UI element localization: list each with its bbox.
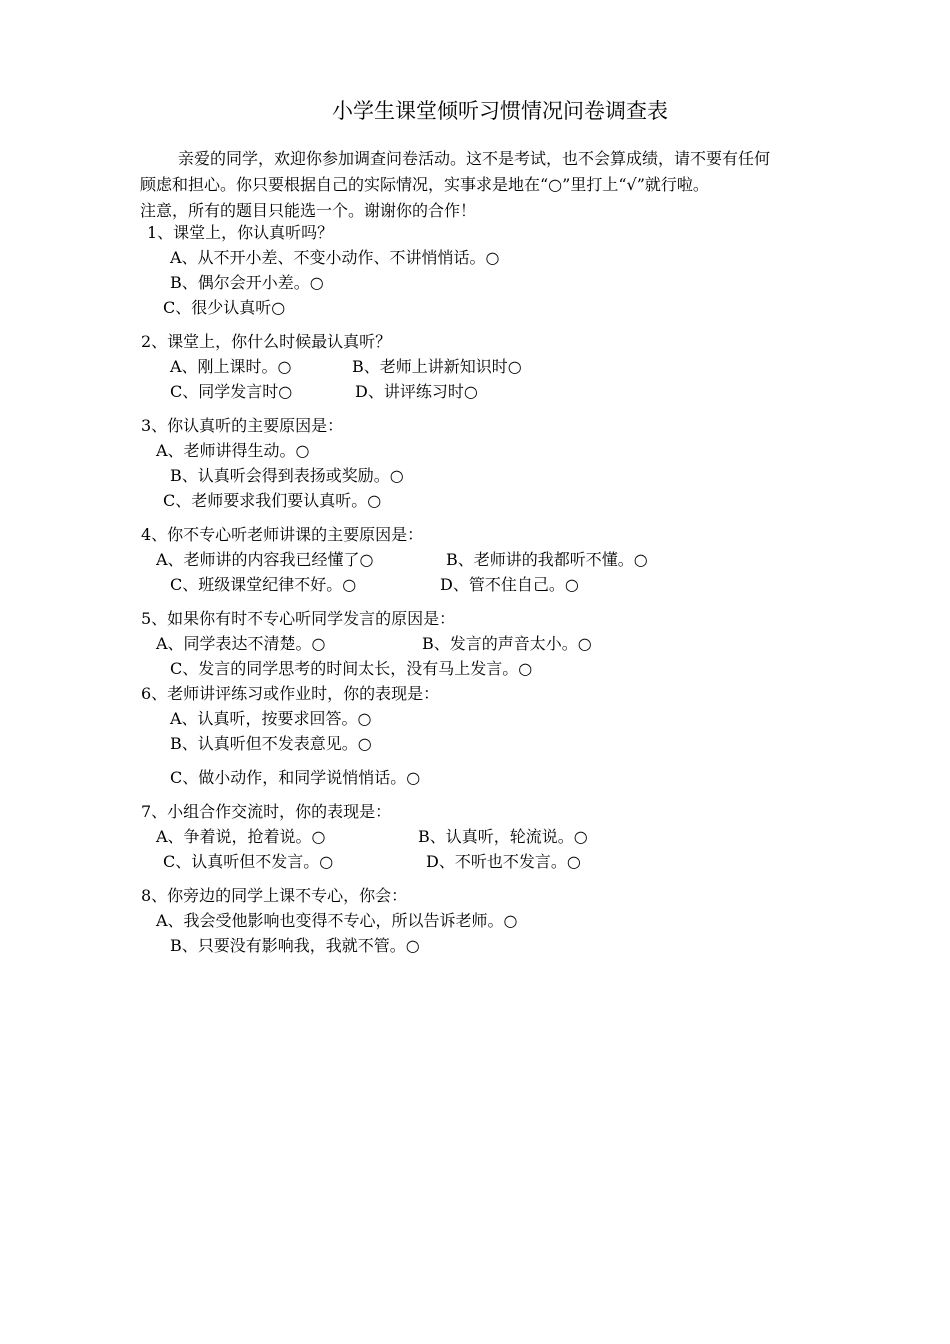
q5-option-b: B、发言的声音太小。○: [422, 634, 592, 653]
q6-option-b: B、认真听但不发表意见。○: [170, 734, 372, 753]
q2-option-b: B、老师上讲新知识时○: [352, 357, 522, 376]
q1-option-b: B、偶尔会开小差。○: [170, 273, 324, 292]
q3-option-a: A、老师讲得生动。○: [156, 441, 310, 460]
q6-option-c: C、做小动作，和同学说悄悄话。○: [170, 768, 421, 787]
question-5: 5、如果你有时不专心听同学发言的原因是：: [141, 609, 456, 628]
q3-option-c: C、老师要求我们要认真听。○: [163, 491, 382, 510]
q1-option-a: A、从不开小差、不变小动作、不讲悄悄话。○: [170, 248, 500, 267]
q7-option-c: C、认真听但不发言。○: [163, 852, 334, 871]
q1-option-c: C、很少认真听○: [163, 298, 286, 317]
q2-option-a: A、刚上课时。○: [170, 357, 292, 376]
q5-option-c: C、发言的同学思考的时间太长，没有马上发言。○: [170, 659, 533, 678]
question-3: 3、你认真听的主要原因是：: [141, 416, 344, 435]
q7-option-b: B、认真听，轮流说。○: [418, 827, 588, 846]
question-1: 1、课堂上，你认真听吗？: [147, 223, 334, 242]
q4-option-b: B、老师讲的我都听不懂。○: [446, 550, 648, 569]
q7-option-d: D、不听也不发言。○: [426, 852, 581, 871]
q7-option-a: A、争着说，抢着说。○: [156, 827, 326, 846]
q4-option-a: A、老师讲的内容我已经懂了○: [156, 550, 374, 569]
q8-option-b: B、只要没有影响我，我就不管。○: [170, 936, 420, 955]
question-7: 7、小组合作交流时，你的表现是：: [141, 802, 392, 821]
q4-option-d: D、管不住自己。○: [440, 575, 579, 594]
intro-line: 亲爱的同学，欢迎你参加调查问卷活动。这不是考试，也不会算成绩，请不要有任何: [178, 149, 771, 168]
q6-option-a: A、认真听，按要求回答。○: [170, 709, 372, 728]
q4-option-c: C、班级课堂纪律不好。○: [170, 575, 357, 594]
intro-line: 顾虑和担心。你只要根据自己的实际情况，实事求是地在“○”里打上“√”就行啦。: [140, 175, 709, 194]
question-6: 6、老师讲评练习或作业时，你的表现是：: [141, 684, 440, 703]
page-title: 小学生课堂倾听习惯情况问卷调查表: [332, 99, 668, 123]
intro-line: 注意，所有的题目只能选一个。谢谢你的合作！: [140, 201, 477, 220]
q5-option-a: A、同学表达不清楚。○: [156, 634, 326, 653]
q8-option-a: A、我会受他影响也变得不专心，所以告诉老师。○: [156, 911, 518, 930]
q3-option-b: B、认真听会得到表扬或奖励。○: [170, 466, 404, 485]
question-2: 2、课堂上，你什么时候最认真听？: [141, 332, 392, 351]
q2-option-d: D、讲评练习时○: [355, 382, 478, 401]
q2-option-c: C、同学发言时○: [170, 382, 293, 401]
question-8: 8、你旁边的同学上课不专心，你会：: [141, 886, 408, 905]
question-4: 4、你不专心听老师讲课的主要原因是：: [141, 525, 424, 544]
intro-paragraph: [140, 146, 870, 224]
